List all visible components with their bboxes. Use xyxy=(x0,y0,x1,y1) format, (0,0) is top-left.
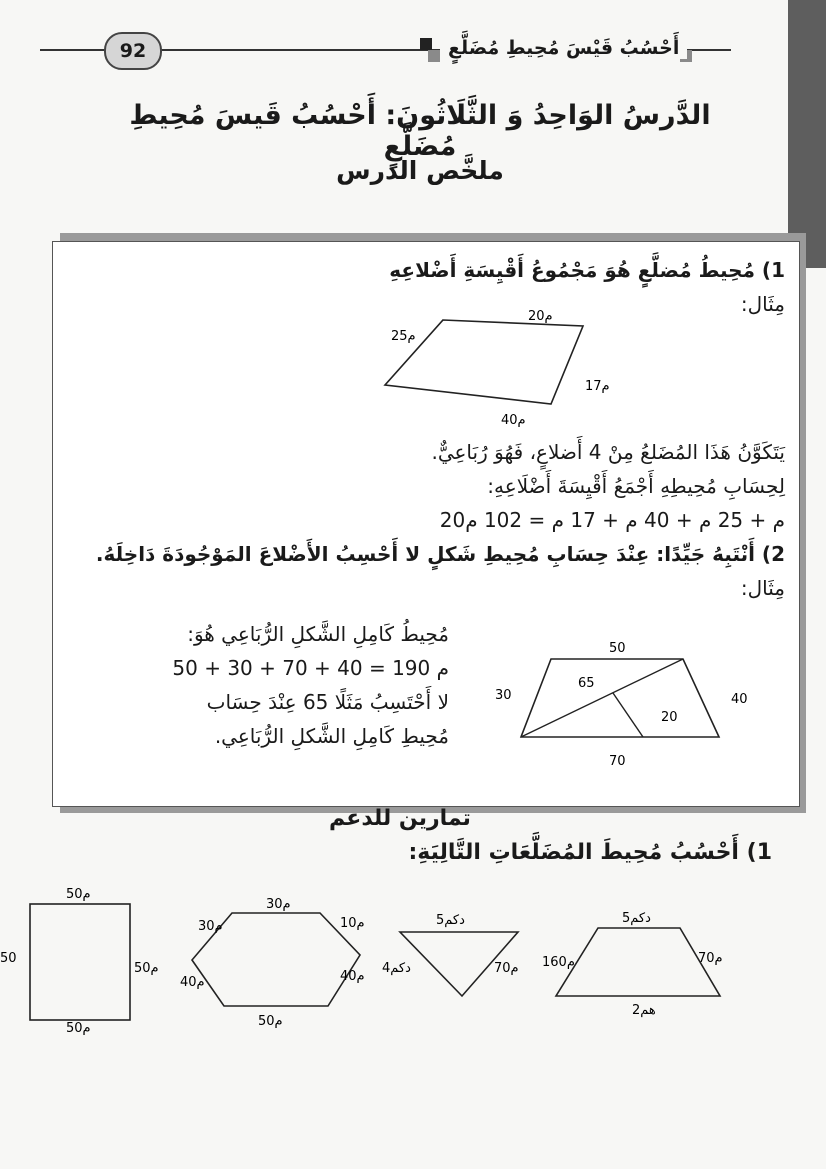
summary-box xyxy=(52,241,800,807)
example-label-2: مِثَال: xyxy=(740,576,785,600)
equation-1: 20م + 25 م + 40 م + 17 م = 102 م xyxy=(439,508,785,532)
lesson-title: الدَّرسُ الوَاحِدُ وَ الثَّلَاثُونَ: أَحْسُبُ قَيسَ مُحِيطِ مُضَلَّعٍ xyxy=(129,100,711,162)
rect-label-top: 50م xyxy=(66,887,91,902)
explain-5: مُحِيطِ كَامِلِ الشَّكلِ الرُّبَاعِي. xyxy=(214,724,449,748)
quad-label-top: 20م xyxy=(528,309,553,324)
page-number: 92 xyxy=(104,32,162,70)
trap-label-left: 160م xyxy=(542,955,575,970)
fig2-label-top: 50 xyxy=(609,641,626,656)
example-label: مِثَال: xyxy=(740,292,785,316)
triangle-figure xyxy=(382,913,519,996)
header-square-icon xyxy=(420,38,432,50)
rect-label-bottom: 50م xyxy=(66,1021,91,1036)
header-square-icon xyxy=(428,50,440,62)
fig2-label-inner: 20 xyxy=(661,710,678,725)
quadrilateral-figure xyxy=(373,302,613,427)
quad-label-right: 17م xyxy=(585,379,610,394)
hex-label-top-right: 10م xyxy=(340,916,365,931)
running-title: أَحْسُبُ قَيْسَ مُحِيطِ مُضَلَّعٍ xyxy=(440,37,687,59)
quad-label-left: 25م xyxy=(391,329,416,344)
divided-quadrilateral-figure xyxy=(483,637,763,772)
rect-label-right: 50م xyxy=(134,961,159,976)
fig2-label-bottom: 70 xyxy=(609,754,626,769)
explain-3: مُحِيطُ كَامِلِ الشَّكلِ الرُّبَاعِي هُوَ: xyxy=(187,622,449,646)
exercise-1: 1) أَحْسُبُ مُحِيطَ المُضَلَّعَاتِ التَّالِيَةِ: xyxy=(408,840,772,865)
point-1: 1) مُحِيطُ مُضلَّعٍ هُوَ مَجْمُوعُ أَقْيِسَةِ أَضْلاعِهِ xyxy=(389,258,785,282)
lesson-subtitle: ملخَّص الدرس xyxy=(336,156,504,185)
explain-1: يَتَكَوَّنُ هَذَا المُضَلعُ مِنْ 4 أَضلاعٍ، فَهُوَ رُبَاعِيٌّ. xyxy=(431,440,785,464)
quad-label-bottom: 40م xyxy=(501,413,526,427)
chapter-side-tab xyxy=(788,0,826,268)
exercise-figures xyxy=(0,880,826,1040)
fig2-label-diagonal: 65 xyxy=(578,676,595,691)
trapezoid-figure xyxy=(542,911,723,1018)
trap-label-top: 5دكم xyxy=(622,911,651,926)
equation-2: 50 + 30 + 70 + 40 = 190 م xyxy=(172,656,449,680)
hexagon-figure xyxy=(180,897,365,1029)
rect-label-left: 50 xyxy=(0,951,17,966)
explain-2: لِحِسَابِ مُحِيطِهِ أَجْمَعُ أَقْيِسَةَ أَضْلَاعِهِ: xyxy=(487,474,785,498)
trap-label-right: 70م xyxy=(698,951,723,966)
tri-label-top: 5دكم xyxy=(436,913,465,928)
tri-label-left: 4دكم xyxy=(382,961,411,976)
hex-label-bottom: 50م xyxy=(258,1014,283,1029)
hex-label-top-left: 30م xyxy=(198,919,223,934)
hex-label-top: 30م xyxy=(266,897,291,912)
exercises-title: تمارين للدعم xyxy=(329,806,471,831)
fig2-label-left: 30 xyxy=(495,688,512,703)
fig2-label-right: 40 xyxy=(731,692,748,707)
hex-label-left: 40م xyxy=(180,975,205,990)
point-2: 2) أَنْتَبِهُ جَيِّدًا: عِنْدَ حِسَابِ مُحِيطِ شَكلٍ لا أَحْسِبُ الأَضْلاعَ المَوْجُودَةَ دَاخِلَهُ. xyxy=(95,542,785,566)
rectangle-figure xyxy=(0,887,159,1036)
explain-4: لا أَحْتَسِبُ مَثَلًا 65 عِنْدَ حِسَاب xyxy=(206,690,449,714)
tri-label-right: 70م xyxy=(494,961,519,976)
trap-label-bottom: 2هم xyxy=(632,1003,656,1018)
hex-label-right: 40م xyxy=(340,969,365,984)
